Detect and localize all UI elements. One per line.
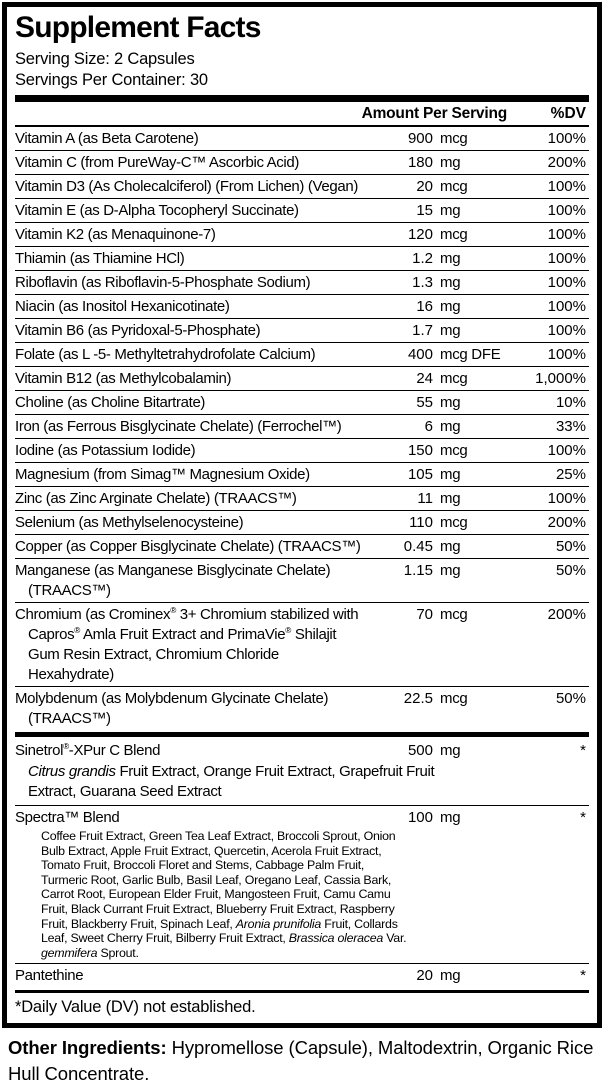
table-row (15, 558, 589, 602)
amount-unit: mg (440, 393, 461, 411)
nutrient-dv: 100% (547, 249, 586, 267)
nutrient-amount (361, 689, 507, 709)
table-row (15, 534, 589, 558)
amount-value: 15 (416, 201, 433, 219)
amount-value: 11 (417, 489, 433, 507)
nutrient-amount (361, 177, 507, 197)
amount-value: 24 (416, 369, 433, 387)
nutrient-name: Molybdenum (as Molybdenum Glycinate Chelate) (TRAACS™) (15, 689, 329, 727)
nutrient-dv: 100% (547, 129, 586, 147)
amount-value: 70 (416, 605, 433, 623)
servings-per-container: Servings Per Container: 30 (15, 71, 208, 89)
table-row (15, 390, 589, 414)
amount-value: 100 (407, 809, 433, 826)
column-header-row (15, 102, 589, 125)
nutrient-name: Iodine (as Potassium Iodide) (15, 441, 196, 459)
nutrient-dv: 100% (547, 489, 586, 507)
nutrient-name: Vitamin B12 (as Methylcobalamin) (15, 369, 232, 387)
table-row (15, 222, 589, 246)
amount-unit: mcg DFE (440, 345, 501, 363)
nutrient-dv: 50% (555, 689, 586, 707)
supplement-facts-page (0, 2, 604, 1085)
table-row (15, 174, 589, 198)
table-row (15, 150, 589, 174)
nutrient-amount (361, 393, 507, 413)
nutrient-rows (15, 127, 589, 730)
amount-value: 6 (424, 417, 433, 435)
supplement-facts-panel (2, 2, 602, 1028)
nutrient-amount (361, 273, 507, 293)
amount-value: 110 (409, 513, 433, 531)
nutrient-dv: 100% (547, 177, 586, 195)
serving-size: Serving Size: 2 Capsules (15, 50, 195, 68)
nutrient-amount (361, 225, 507, 245)
amount-unit: mg (440, 809, 461, 826)
nutrient-amount (361, 297, 507, 317)
nutrient-name: Choline (as Choline Bitartrate) (15, 393, 206, 411)
amount-value: 180 (407, 153, 433, 171)
nutrient-name: Vitamin B6 (as Pyridoxal-5-Phosphate) (15, 321, 261, 339)
nutrient-dv: 100% (547, 345, 586, 363)
table-row (15, 318, 589, 342)
nutrient-dv: 200% (547, 605, 586, 623)
dv-header: %DV (550, 105, 586, 122)
nutrient-dv: 1,000% (535, 369, 586, 387)
blend-rows (15, 739, 589, 989)
amount-unit: mcg (440, 441, 468, 459)
divider-thick-top (15, 95, 589, 102)
nutrient-dv: 100% (547, 201, 586, 219)
nutrient-name: Iron (as Ferrous Bisglycinate Chelate) (Ferrochel™) (15, 417, 342, 435)
nutrient-dv: 100% (547, 441, 586, 459)
table-row (15, 366, 589, 390)
amount-value: 1.7 (412, 321, 433, 339)
nutrient-name: Manganese (as Manganese Bisglycinate Chelate) (TRAACS™) (15, 561, 331, 599)
amount-value: 1.2 (412, 249, 433, 267)
table-row (15, 462, 589, 486)
amount-per-serving-header: Amount Per Serving (361, 105, 507, 122)
amount-unit: mg (440, 297, 461, 315)
amount-unit: mcg (440, 513, 468, 531)
nutrient-amount (361, 489, 507, 509)
nutrient-amount (361, 321, 507, 341)
nutrient-amount (361, 129, 507, 149)
amount-unit: mg (440, 967, 461, 985)
nutrient-name: Riboflavin (as Riboflavin-5-Phosphate Sodium) (15, 273, 311, 291)
table-row (15, 686, 589, 730)
table-row (15, 342, 589, 366)
amount-value: 55 (416, 393, 433, 411)
amount-value: 20 (416, 177, 433, 195)
amount-value: 500 (407, 742, 433, 759)
nutrient-name: Sinetrol®-XPur C Blend (15, 742, 161, 759)
amount-unit: mcg (440, 605, 468, 623)
amount-unit: mg (440, 465, 461, 483)
table-row (15, 414, 589, 438)
amount-value: 22.5 (403, 689, 433, 707)
nutrient-amount (361, 465, 507, 485)
nutrient-dv: 25% (555, 465, 586, 483)
nutrient-name: Vitamin C (from PureWay-C™ Ascorbic Acid) (15, 153, 300, 171)
nutrient-dv: * (580, 967, 586, 985)
amount-unit: mcg (440, 129, 468, 147)
nutrient-name: Magnesium (from Simag™ Magnesium Oxide) (15, 465, 310, 483)
amount-value: 1.15 (403, 561, 433, 579)
table-row (15, 270, 589, 294)
amount-value: 16 (416, 297, 433, 315)
amount-value: 0.45 (403, 537, 433, 555)
nutrient-dv: 10% (555, 393, 586, 411)
nutrient-name: Vitamin A (as Beta Carotene) (15, 129, 199, 147)
table-row (15, 438, 589, 462)
nutrient-amount (361, 513, 507, 533)
divider-thick-middle (15, 732, 589, 737)
nutrient-name: Folate (as L -5- Methyltetrahydrofolate Calcium) (15, 345, 316, 363)
blend-ingredients: Citrus grandis Fruit Extract, Orange Fruit Extract, Grapefruit Fruit Extract, Guarana Seed Extract (28, 763, 435, 800)
panel-title: Supplement Facts (15, 11, 261, 44)
nutrient-name: Zinc (as Zinc Arginate Chelate) (TRAACS™) (15, 489, 297, 507)
table-row (15, 486, 589, 510)
nutrient-name: Pantethine (15, 967, 84, 985)
nutrient-name: Selenium (as Methylselenocysteine) (15, 513, 244, 531)
nutrient-name: Vitamin E (as D-Alpha Tocopheryl Succinate) (15, 201, 299, 219)
amount-unit: mg (440, 201, 461, 219)
nutrient-amount (361, 249, 507, 269)
other-ingredients (8, 1035, 600, 1087)
nutrient-dv: 50% (555, 537, 586, 555)
table-row (15, 198, 589, 222)
amount-value: 120 (407, 225, 433, 243)
amount-value: 400 (407, 345, 433, 363)
amount-value: 1.3 (412, 273, 433, 291)
nutrient-name: Thiamin (as Thiamine HCl) (15, 249, 185, 267)
amount-unit: mcg (440, 689, 468, 707)
nutrient-amount (361, 369, 507, 389)
nutrient-dv: 100% (547, 273, 586, 291)
nutrient-amount (361, 417, 507, 437)
nutrient-amount (361, 201, 507, 221)
table-row (15, 963, 589, 989)
nutrient-name: Vitamin D3 (As Cholecalciferol) (From Lichen) (Vegan) (15, 177, 358, 195)
nutrient-dv: * (580, 809, 586, 826)
amount-unit: mg (440, 537, 461, 555)
other-ingredients-label: Other Ingredients: (8, 1037, 167, 1059)
amount-value: 105 (407, 465, 433, 483)
nutrient-dv: 200% (547, 513, 586, 531)
table-row (15, 602, 589, 686)
nutrient-amount (361, 441, 507, 461)
nutrient-dv: 200% (547, 153, 586, 171)
nutrient-name: Vitamin K2 (as Menaquinone-7) (15, 225, 216, 243)
amount-unit: mg (440, 273, 461, 291)
nutrient-amount (361, 966, 507, 986)
other-ingredients-text: Hypromellose (Capsule), Maltodextrin, Organic Rice Hull Concentrate. (8, 1037, 594, 1085)
table-row (15, 127, 589, 150)
table-row (15, 294, 589, 318)
amount-unit: mg (440, 153, 461, 171)
nutrient-dv: 100% (547, 321, 586, 339)
nutrient-amount (361, 741, 507, 761)
amount-unit: mg (440, 742, 461, 759)
nutrient-dv: 33% (555, 417, 586, 435)
nutrient-dv: 100% (547, 297, 586, 315)
nutrient-amount (361, 345, 507, 365)
nutrient-name: Niacin (as Inositol Hexanicotinate) (15, 297, 230, 315)
nutrient-dv: 100% (547, 225, 586, 243)
nutrient-amount (361, 605, 507, 625)
nutrient-name: Chromium (as Crominex® 3+ Chromium stabilized with Capros® Amla Fruit Extract and PrimaVie® Shilajit Gum Resin Extract, Chromium Chloride Hexahydrate) (15, 605, 359, 683)
table-row (15, 739, 589, 805)
nutrient-amount (361, 537, 507, 557)
blend-ingredients: Coffee Fruit Extract, Green Tea Leaf Extract, Broccoli Sprout, Onion Bulb Extract, Apple Fruit Extract, Quercetin, Acerola Fruit Extract, Tomato Fruit, Broccoli Floret and Stems, Cabbage Palm Fruit, Turmeric Root, Garlic Bulb, Basil Leaf, Oregano Leaf, Cassia Bark, Carrot Root, European Elder Fruit, Mangosteen Fruit, Camu Camu Fruit, Black Currant Fruit Extract, Blueberry Fruit Extract, Raspberry Fruit, Blackberry Fruit, Spinach Leaf, Aronia prunifolia Fruit, Collards Leaf, Sweet Cherry Fruit, Bilberry Fruit Extract, Brassica oleracea Var. gemmifera Sprout. (41, 829, 407, 960)
nutrient-name: Spectra™ Blend (15, 809, 120, 826)
amount-value: 150 (407, 441, 433, 459)
amount-unit: mg (440, 321, 461, 339)
table-row (15, 246, 589, 270)
amount-value: 20 (416, 967, 433, 985)
table-row (15, 805, 589, 963)
amount-unit: mcg (440, 369, 468, 387)
amount-unit: mg (440, 489, 461, 507)
nutrient-dv: * (580, 742, 586, 759)
amount-unit: mg (440, 417, 461, 435)
footnote: *Daily Value (DV) not established. (15, 998, 256, 1017)
nutrient-amount (361, 561, 507, 581)
amount-unit: mg (440, 249, 461, 267)
amount-value: 900 (407, 129, 433, 147)
amount-unit: mcg (440, 225, 468, 243)
nutrient-dv: 50% (555, 561, 586, 579)
nutrient-amount (361, 153, 507, 173)
nutrient-name: Copper (as Copper Bisglycinate Chelate) (TRAACS™) (15, 537, 361, 555)
amount-unit: mg (440, 561, 461, 579)
table-row (15, 510, 589, 534)
amount-unit: mcg (440, 177, 468, 195)
nutrient-amount (361, 808, 507, 828)
